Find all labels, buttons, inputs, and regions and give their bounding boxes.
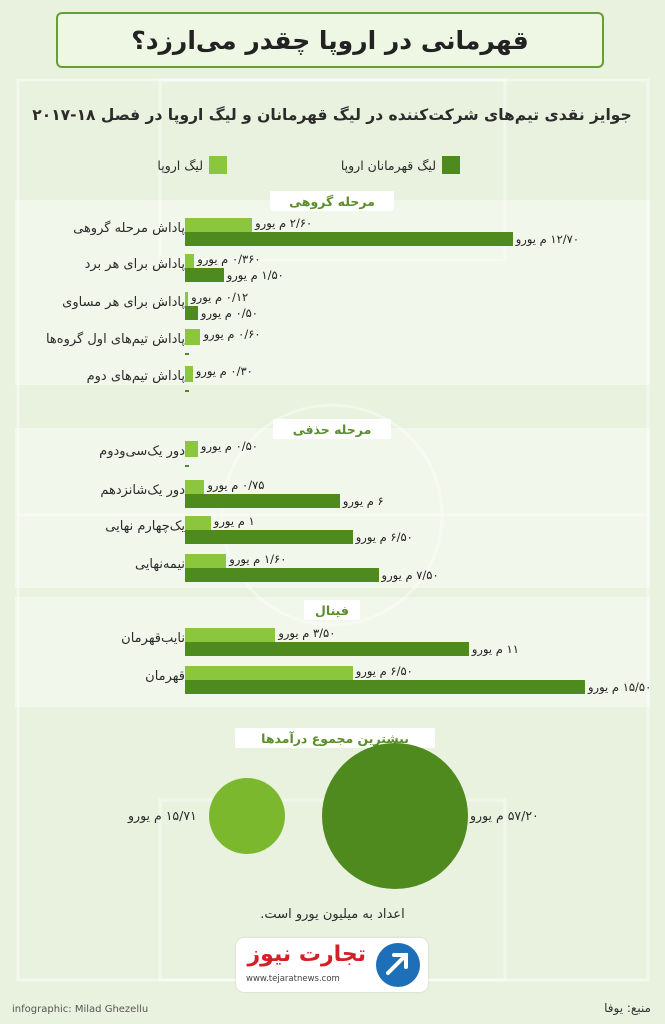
bar-champions xyxy=(185,642,469,656)
row-label: پاداش برای هر برد xyxy=(84,257,185,272)
title-box xyxy=(56,12,604,68)
bar-label-europa: ۱ م یورو xyxy=(213,514,255,528)
row-label: پاداش تیم‌های اول گروه‌ها xyxy=(45,332,185,347)
bar-label-champions: ۰/۵۰ م یورو xyxy=(200,306,258,320)
bar-label-europa: ۰/۶۰ م یورو xyxy=(203,327,261,341)
row-label: نیمه‌نهایی xyxy=(134,557,185,572)
legend-label-europa: لیگ اروپا xyxy=(157,157,203,173)
totals-title: بیشترین مجموع درآمدها xyxy=(261,730,409,746)
bar-baseline xyxy=(185,353,189,355)
bar-label-champions: ۱۱ م یورو xyxy=(471,642,519,656)
bar-baseline xyxy=(185,390,189,392)
total-label-champions: ۵۷/۲۰ م یورو xyxy=(470,808,539,823)
total-circle-europa xyxy=(209,778,285,854)
section-tab-1: مرحله حذفی xyxy=(273,419,391,439)
row-label: دور یک‌سی‌ودوم xyxy=(99,444,185,459)
row-label: نایب‌قهرمان xyxy=(121,631,185,646)
logo-icon xyxy=(376,943,420,987)
bar-label-champions: ۷/۵۰ م یورو xyxy=(381,568,439,582)
bar-label-champions: ۱۵/۵۰ م یورو xyxy=(588,680,652,694)
bar-europa xyxy=(185,292,188,306)
logo-name: تجارت نیوز xyxy=(247,942,366,967)
units-note: اعداد به میلیون یورو است. xyxy=(260,907,405,922)
total-label-europa: ۱۵/۷۱ م یورو xyxy=(128,808,197,823)
bar-europa xyxy=(185,554,226,568)
bar-champions xyxy=(185,680,585,694)
bar-europa xyxy=(185,666,353,680)
bar-label-champions: ۶ م یورو xyxy=(342,494,384,508)
bar-label-champions: ۱۲/۷۰ م یورو xyxy=(515,232,580,246)
bar-champions xyxy=(185,268,224,282)
bar-europa xyxy=(185,254,194,268)
bar-label-champions: ۶/۵۰ م یورو xyxy=(355,530,413,544)
bar-europa xyxy=(185,329,200,345)
logo xyxy=(236,938,428,992)
totals-circles xyxy=(0,740,665,900)
legend-swatch-europa xyxy=(209,156,227,174)
legend-europa xyxy=(157,156,227,174)
bar-europa xyxy=(185,516,211,530)
section-tab-2: فینال xyxy=(304,600,360,620)
bar-label-europa: ۰/۳۶۰ م یورو xyxy=(197,252,261,266)
row-label: دور یک‌شانزدهم xyxy=(100,483,185,498)
credit: infographic: Milad Ghezellu xyxy=(12,1004,149,1015)
logo-url: www.tejaratnews.com xyxy=(246,974,340,984)
bar-europa xyxy=(185,628,275,642)
legend-swatch-champions xyxy=(442,156,460,174)
page-title: قهرمانی در اروپا چقدر می‌ارزد؟ xyxy=(131,25,529,55)
bar-europa xyxy=(185,218,252,232)
legend-champions xyxy=(341,156,460,174)
bar-label-europa: ۰/۵۰ م یورو xyxy=(200,439,258,453)
row-label: قهرمان xyxy=(145,669,185,684)
bar-europa xyxy=(185,366,193,382)
bar-champions xyxy=(185,232,513,246)
bar-europa xyxy=(185,441,198,457)
bar-label-champions: ۱/۵۰ م یورو xyxy=(226,268,284,282)
legend-label-champions: لیگ قهرمانان اروپا xyxy=(340,157,436,173)
bar-label-europa: ۰/۷۵ م یورو xyxy=(207,478,265,492)
bar-baseline xyxy=(185,465,189,467)
bar-champions xyxy=(185,306,198,320)
row-label: پاداش مرحله گروهی xyxy=(73,221,185,236)
section-tab-0: مرحله گروهی xyxy=(270,191,394,211)
bar-label-europa: ۶/۵۰ م یورو xyxy=(355,664,413,678)
row-label: پاداش تیم‌های دوم xyxy=(86,369,185,384)
bar-label-europa: ۲/۶۰ م یورو xyxy=(255,216,313,230)
bar-label-europa: ۰/۳۰ م یورو xyxy=(195,364,253,378)
source: منبع: یوفا xyxy=(604,1001,651,1015)
bar-champions xyxy=(185,568,379,582)
chart-subtitle: جوایز نقدی تیم‌های شرکت‌کننده در لیگ قهرمانان و لیگ اروپا در فصل ۱۸-۲۰۱۷ xyxy=(32,106,632,124)
bar-champions xyxy=(185,530,353,544)
row-label: یک‌چهارم نهایی xyxy=(105,519,185,534)
total-circle-champions xyxy=(322,743,468,889)
bar-label-europa: ۳/۵۰ م یورو xyxy=(278,626,336,640)
row-label: پاداش برای هر مساوی xyxy=(62,295,185,310)
bar-champions xyxy=(185,494,340,508)
bar-label-europa: ۰/۱۲ م یورو xyxy=(191,290,249,304)
bar-europa xyxy=(185,480,204,494)
bar-label-europa: ۱/۶۰ م یورو xyxy=(229,552,287,566)
